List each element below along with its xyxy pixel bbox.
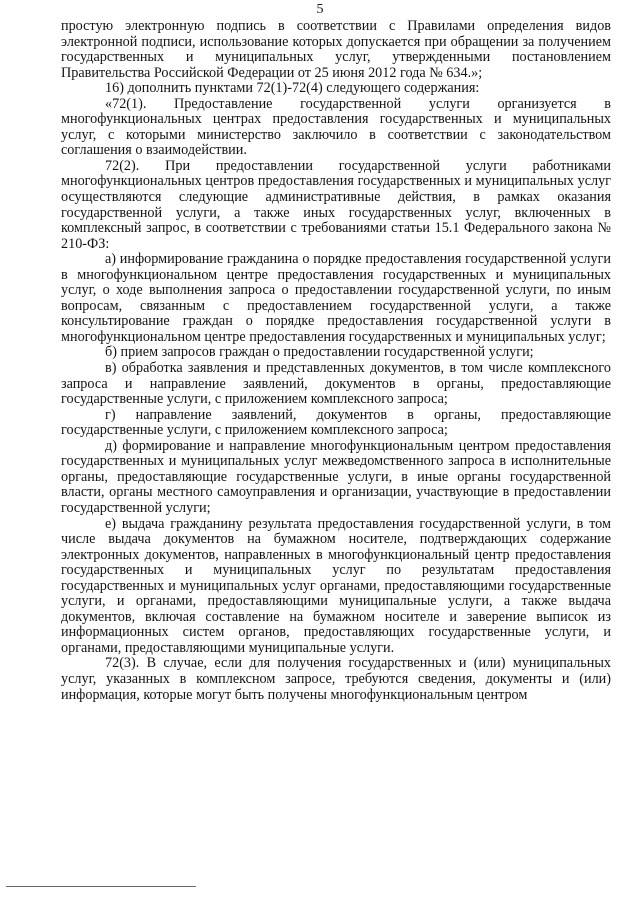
paragraph-continuation: простую электронную подпись в соответствии с Правилами определения видов электронной подписи, использование которых допускается при обращении за получением государственных и муниципальных услуг, утвержденными постановлением Правительства Российской Федерации от 25 июня 2012 года № 634.»; — [61, 18, 611, 81]
list-item-v: в) обработка заявления и представленных документов, в том числе комплексного запроса и направление заявлений, документов в органы, предоставляющие государственные услуги, с приложением комплексного запроса; — [61, 360, 611, 408]
paragraph-72-3: 72(3). В случае, если для получения государственных и (или) муниципальных услуг, указанных в комплексном запросе, требуются сведения, документы и (или) информация, которые могут быть получены многофункциональным центром — [61, 655, 611, 703]
document-body — [61, 19, 611, 703]
paragraph-72-2: 72(2). При предоставлении государственной услуги работниками многофункциональных центров предоставления государственных и муниципальных услуг осуществляются следующие административные действия, в рамках оказания государственной услуги, а также иных государственных услуг, включенных в комплексный запрос, в соответствии с требованиями статьи 15.1 Федерального закона № 210-ФЗ: — [61, 157, 611, 252]
list-item-b: б) прием запросов граждан о предоставлении государственной услуги; — [105, 344, 534, 361]
footer-divider — [6, 886, 196, 887]
list-item-a: а) информирование гражданина о порядке предоставления государственной услуги в многофункциональном центре предоставления государственных и муниципальных услуг, о ходе выполнения запроса о предоставлении государственной услуги, по иным вопросам, связанным с предоставлением государственной услуги, а также консультирование граждан о порядке предоставления государственной услуги в многофункциональном центре предоставления государственных и муниципальных услуг; — [61, 251, 611, 345]
list-item-e: е) выдача гражданину результата предоставления государственной услуги, в том числе выдача документов на бумажном носителе, подтверждающих содержание электронных документов, направленных в многофункциональный центр предоставления государственных и муниципальных услуг по результатам предоставления государственных и муниципальных услуг органами, предоставляющими государственные услуги, и органами, предоставляющими муниципальные услуги, а также выдача документов, включая составление на бумажном носителе и заверение выписок из информационных систем органов, предоставляющих государственные услуги, и органами, предоставляющими муниципальные услуги. — [61, 515, 611, 656]
paragraph-72-1: «72(1). Предоставление государственной услуги организуется в многофункциональных центрах предоставления государственных и муниципальных услуг, с которыми министерство заключило в соответствии с законодательством соглашения о взаимодействии. — [61, 95, 611, 159]
page-number: 5 — [316, 2, 324, 17]
list-item-d: д) формирование и направление многофункциональным центром предоставления государственных и муниципальных услуг межведомственного запроса в исполнительные органы, предоставляющие государственные услуги, в иные органы государственной власти, органы местного самоуправления и организации, участвующие в предоставлении государственной услуги; — [61, 437, 611, 516]
paragraph-amendment-16: 16) дополнить пунктами 72(1)-72(4) следующего содержания: — [105, 80, 480, 97]
list-item-g: г) направление заявлений, документов в органы, предоставляющие государственные услуги, с приложением комплексного запроса; — [61, 406, 611, 439]
